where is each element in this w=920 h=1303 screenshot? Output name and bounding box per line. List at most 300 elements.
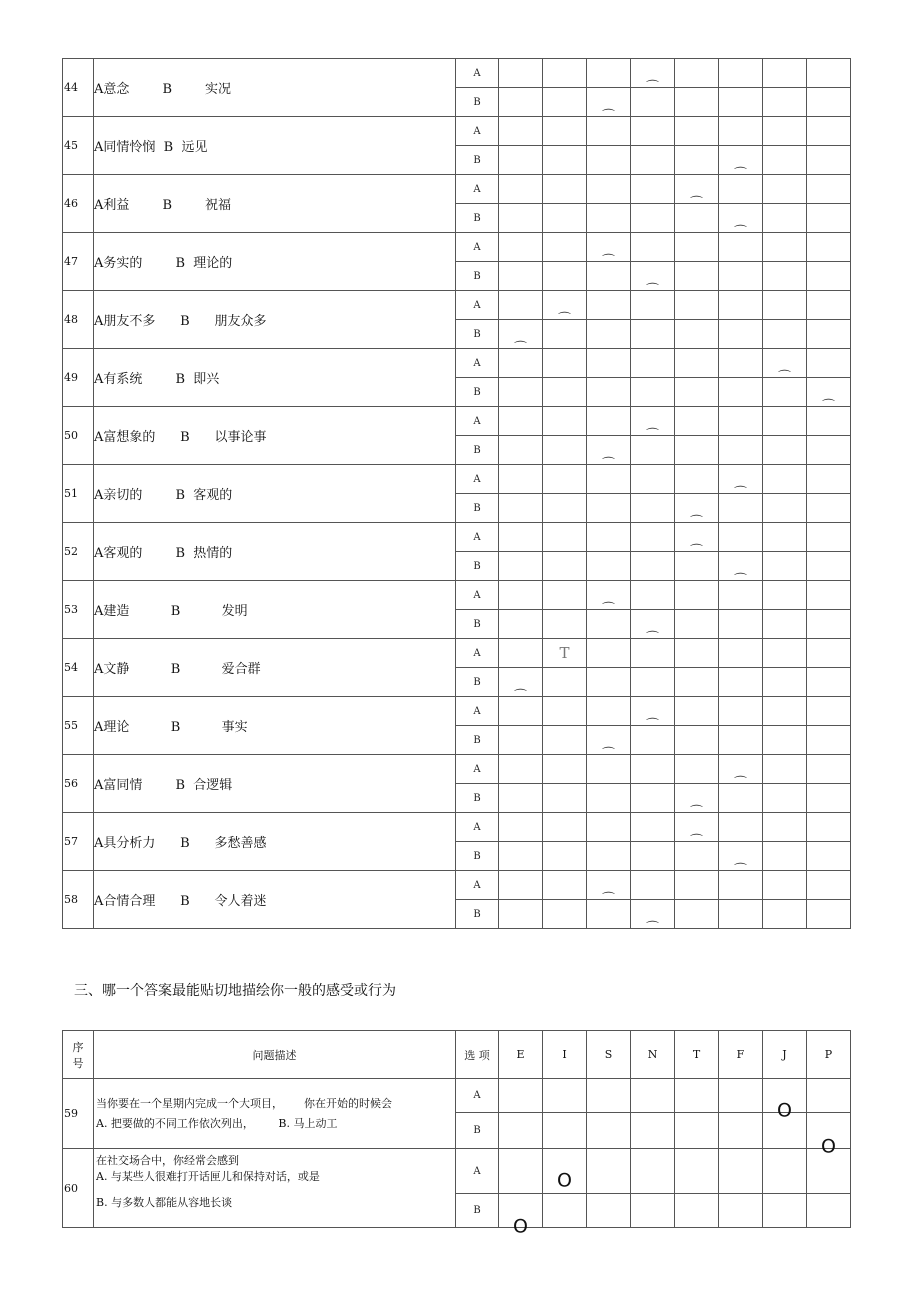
answer-cell-a[interactable]	[807, 59, 851, 88]
option-a-label: A	[456, 523, 499, 552]
answer-cell-a[interactable]	[807, 349, 851, 378]
answer-cell-p[interactable]	[807, 1113, 851, 1158]
answer-cell-b[interactable]	[763, 610, 807, 639]
answer-cell-b[interactable]	[499, 320, 543, 356]
answer-cell-b[interactable]	[631, 842, 675, 871]
answer-mark: ⌒	[601, 891, 616, 907]
answer-cell-b[interactable]	[763, 900, 807, 929]
answer-cell-b[interactable]	[675, 320, 719, 349]
answer-cell-b[interactable]	[675, 842, 719, 871]
answer-cell-b[interactable]	[675, 900, 719, 929]
answer-cell-b[interactable]	[807, 146, 851, 175]
answer-cell-a[interactable]	[499, 697, 543, 726]
answer-cell-b[interactable]	[587, 494, 631, 523]
answer-cell-b[interactable]	[499, 784, 543, 813]
option-b-label: B	[456, 494, 499, 523]
answer-cell-b[interactable]	[587, 436, 631, 472]
answer-cell-a[interactable]	[807, 233, 851, 262]
answer-cell-b[interactable]	[719, 668, 763, 697]
option-a-label: A	[456, 697, 499, 726]
question-text: A朋友不多 B 朋友众多	[94, 291, 456, 349]
answer-cell-a[interactable]	[587, 697, 631, 726]
answer-cell-a[interactable]	[587, 755, 631, 784]
answer-cell-b[interactable]	[807, 900, 851, 929]
answer-cell-a[interactable]	[763, 697, 807, 726]
answer-cell-a[interactable]	[807, 175, 851, 204]
answer-cell-b[interactable]	[543, 436, 587, 465]
option-b-label: B	[456, 668, 499, 697]
answer-cell-b[interactable]	[587, 784, 631, 813]
answer-cell-a[interactable]	[543, 59, 587, 88]
answer-cell-a[interactable]	[499, 639, 543, 668]
answer-cell-a[interactable]	[763, 755, 807, 784]
answer-cell-b[interactable]	[675, 726, 719, 755]
answer-cell-a[interactable]	[587, 59, 631, 88]
answer-cell-a[interactable]	[587, 233, 631, 269]
answer-cell-b[interactable]	[499, 378, 543, 407]
answer-cell-b[interactable]	[719, 842, 763, 878]
answer-cell-b[interactable]	[543, 494, 587, 523]
question-number: 57	[63, 813, 94, 871]
answer-cell-a[interactable]	[499, 291, 543, 320]
answer-mark: O	[557, 1169, 572, 1192]
answer-cell-b[interactable]	[763, 378, 807, 407]
answer-cell-a[interactable]	[587, 639, 631, 668]
answer-cell-b[interactable]	[631, 552, 675, 581]
answer-cell-a[interactable]	[675, 581, 719, 610]
answer-cell-b[interactable]	[719, 900, 763, 929]
option-a-label: A	[456, 465, 499, 494]
answer-cell-b[interactable]	[763, 262, 807, 291]
answer-cell-b[interactable]	[543, 900, 587, 929]
answer-cell-a[interactable]	[631, 697, 675, 733]
answer-cell-b[interactable]	[631, 204, 675, 233]
answer-cell-a[interactable]	[675, 407, 719, 436]
answer-cell-e[interactable]	[499, 1194, 543, 1238]
question-number: 48	[63, 291, 94, 349]
answer-cell-b[interactable]	[499, 842, 543, 871]
answer-cell-b[interactable]	[587, 146, 631, 175]
answer-cell-b[interactable]	[631, 436, 675, 465]
option-b-label: B	[456, 842, 499, 871]
answer-cell-a[interactable]	[763, 407, 807, 436]
answer-cell-a[interactable]	[587, 117, 631, 146]
answer-cell-b[interactable]	[719, 146, 763, 182]
question-text: A利益 B 祝福	[94, 175, 456, 233]
answer-cell-b[interactable]	[543, 88, 587, 117]
answer-cell-a[interactable]	[807, 639, 851, 668]
answer-cell-a[interactable]	[499, 117, 543, 146]
question-line: B. 与多数人都能从容地长谈	[96, 1196, 233, 1209]
answer-cell-b[interactable]	[675, 784, 719, 820]
answer-cell-b[interactable]	[763, 88, 807, 117]
answer-cell-b[interactable]	[543, 378, 587, 407]
answer-mark: O	[513, 1215, 528, 1238]
answer-cell-a[interactable]	[631, 813, 675, 842]
question-number: 55	[63, 697, 94, 755]
answer-cell-b[interactable]	[719, 88, 763, 117]
answer-cell-b[interactable]	[719, 552, 763, 588]
option-a-label: A	[456, 349, 499, 378]
answer-cell-a[interactable]	[807, 117, 851, 146]
answer-cell-a[interactable]	[499, 349, 543, 378]
answer-cell-a[interactable]	[631, 755, 675, 784]
answer-cell-a[interactable]	[675, 697, 719, 726]
option-b-label: B	[456, 726, 499, 755]
answer-cell-b[interactable]	[719, 494, 763, 523]
answer-cell-a[interactable]	[631, 349, 675, 378]
answer-mark: O	[821, 1135, 836, 1158]
answer-cell-a[interactable]	[499, 871, 543, 900]
answer-cell-b[interactable]	[719, 436, 763, 465]
answer-cell-b[interactable]	[631, 900, 675, 936]
answer-cell-a[interactable]	[631, 291, 675, 320]
answer-cell-a[interactable]	[763, 639, 807, 668]
answer-cell-b[interactable]	[763, 842, 807, 871]
answer-cell-b[interactable]	[631, 320, 675, 349]
answer-cell-a[interactable]	[543, 465, 587, 494]
answer-cell-b[interactable]	[719, 204, 763, 240]
answer-cell-b[interactable]	[543, 784, 587, 813]
option-b-label: B	[456, 146, 499, 175]
answer-cell-a[interactable]	[763, 523, 807, 552]
answer-cell-b[interactable]	[763, 146, 807, 175]
answer-cell-b[interactable]	[763, 784, 807, 813]
answer-cell-a[interactable]	[763, 465, 807, 494]
answer-cell-b[interactable]	[587, 668, 631, 697]
answer-cell-b[interactable]	[807, 610, 851, 639]
answer-cell-a[interactable]	[763, 871, 807, 900]
answer-cell-b[interactable]	[675, 610, 719, 639]
answer-cell-b[interactable]	[675, 204, 719, 233]
answer-cell-a[interactable]	[675, 755, 719, 784]
answer-cell-a[interactable]	[543, 407, 587, 436]
answer-cell-a[interactable]	[587, 581, 631, 617]
answer-cell-b[interactable]	[631, 726, 675, 755]
answer-cell-a[interactable]	[807, 523, 851, 552]
answer-cell-b[interactable]	[631, 494, 675, 523]
answer-cell-a[interactable]	[499, 59, 543, 88]
answer-mark: ⌒	[733, 224, 748, 240]
answer-cell-a[interactable]	[763, 291, 807, 320]
answer-cell-a[interactable]	[719, 233, 763, 262]
answer-cell-a[interactable]	[719, 117, 763, 146]
answer-cell-a[interactable]	[675, 175, 719, 211]
answer-cell-a[interactable]	[763, 175, 807, 204]
answer-cell-b[interactable]	[675, 378, 719, 407]
answer-cell-a[interactable]	[719, 465, 763, 501]
answer-cell-a[interactable]	[719, 175, 763, 204]
answer-cell-a[interactable]	[543, 349, 587, 378]
answer-cell-b[interactable]	[807, 262, 851, 291]
answer-cell-a[interactable]	[675, 523, 719, 559]
answer-cell-a[interactable]	[499, 813, 543, 842]
answer-cell-b[interactable]	[719, 784, 763, 813]
answer-cell-b[interactable]	[499, 262, 543, 291]
answer-cell-a[interactable]	[807, 581, 851, 610]
question-text: A同情怜悯 B 远见	[94, 117, 456, 175]
answer-cell-a[interactable]	[719, 639, 763, 668]
answer-cell-a[interactable]	[631, 639, 675, 668]
answer-cell-a[interactable]	[675, 291, 719, 320]
answer-cell-b[interactable]	[543, 552, 587, 581]
table-row	[63, 59, 851, 88]
answer-cell-b[interactable]	[675, 494, 719, 530]
answer-cell-a[interactable]	[499, 755, 543, 784]
answer-cell-a[interactable]	[631, 117, 675, 146]
answer-cell-b[interactable]	[499, 552, 543, 581]
answer-mark: ⌒	[689, 804, 704, 820]
answer-cell-b[interactable]	[807, 436, 851, 465]
answer-cell-a[interactable]	[675, 59, 719, 88]
answer-cell-b[interactable]	[631, 378, 675, 407]
answer-cell-a[interactable]	[587, 813, 631, 842]
option-b-label: B	[456, 204, 499, 233]
answer-cell-a[interactable]	[543, 871, 587, 900]
answer-cell-b[interactable]	[499, 900, 543, 929]
answer-cell-a[interactable]	[543, 117, 587, 146]
answer-cell-b[interactable]	[543, 668, 587, 697]
answer-cell-a[interactable]	[499, 465, 543, 494]
answer-cell-a[interactable]	[587, 465, 631, 494]
answer-cell-b[interactable]	[499, 668, 543, 704]
answer-cell-a[interactable]	[719, 291, 763, 320]
answer-cell-a[interactable]	[631, 871, 675, 900]
answer-cell-a[interactable]	[763, 117, 807, 146]
answer-cell-a[interactable]	[719, 349, 763, 378]
answer-cell-b[interactable]	[499, 494, 543, 523]
answer-cell-b[interactable]	[499, 88, 543, 117]
answer-cell-b[interactable]	[719, 610, 763, 639]
question-text: A亲切的 B 客观的	[94, 465, 456, 523]
answer-cell-a[interactable]	[543, 697, 587, 726]
answer-cell-a[interactable]	[499, 523, 543, 552]
answer-cell-a[interactable]	[763, 813, 807, 842]
answer-cell-a[interactable]	[719, 523, 763, 552]
answer-cell-b[interactable]	[543, 842, 587, 871]
answer-cell-a[interactable]	[719, 697, 763, 726]
answer-cell-b[interactable]	[763, 726, 807, 755]
answer-cell-a[interactable]	[543, 523, 587, 552]
option-b-label: B	[456, 88, 499, 117]
answer-cell-a[interactable]	[631, 581, 675, 610]
answer-cell-b[interactable]	[675, 262, 719, 291]
answer-cell-a[interactable]	[675, 465, 719, 494]
answer-cell-a[interactable]	[807, 465, 851, 494]
table-row	[63, 581, 851, 610]
answer-cell-a[interactable]	[763, 59, 807, 88]
question-number: 54	[63, 639, 94, 697]
answer-cell-a[interactable]	[631, 59, 675, 95]
option-b-label: B	[456, 1194, 499, 1228]
question-line: 在社交场合中，你经常会感到	[96, 1154, 239, 1167]
answer-cell-b[interactable]	[763, 204, 807, 233]
answer-cell-b[interactable]	[807, 784, 851, 813]
answer-cell-b[interactable]	[631, 784, 675, 813]
answer-cell-b[interactable]	[587, 88, 631, 124]
answer-cell-b[interactable]	[499, 436, 543, 465]
answer-cell-a[interactable]	[631, 523, 675, 552]
answer-cell-b[interactable]	[587, 378, 631, 407]
answer-cell-b[interactable]	[807, 378, 851, 414]
question-text: A文静 B 爱合群	[94, 639, 456, 697]
table-header-row	[63, 1031, 851, 1079]
answer-cell-a[interactable]	[719, 871, 763, 900]
answer-cell-b[interactable]	[763, 668, 807, 697]
answer-mark: ⌒	[689, 543, 704, 559]
answer-cell-b[interactable]	[587, 262, 631, 291]
answer-cell-a[interactable]	[543, 175, 587, 204]
option-a-label: A	[456, 175, 499, 204]
answer-cell-b[interactable]	[631, 146, 675, 175]
question-text: A意念 B 实况	[94, 59, 456, 117]
answer-cell-b[interactable]	[675, 552, 719, 581]
answer-cell-a[interactable]	[631, 233, 675, 262]
table-row	[63, 1079, 851, 1113]
answer-cell-a[interactable]	[543, 813, 587, 842]
answer-cell-a[interactable]	[499, 407, 543, 436]
answer-cell-b[interactable]	[631, 262, 675, 298]
answer-cell-j[interactable]	[763, 1079, 807, 1122]
answer-cell-a[interactable]	[719, 813, 763, 842]
answer-cell-b[interactable]	[631, 610, 675, 646]
answer-cell-b[interactable]	[499, 204, 543, 233]
answer-cell-a[interactable]	[675, 349, 719, 378]
answer-cell-i[interactable]	[543, 1149, 587, 1194]
answer-cell-b[interactable]	[587, 320, 631, 349]
answer-cell-b[interactable]	[631, 668, 675, 697]
question-number: 51	[63, 465, 94, 523]
answer-cell-b[interactable]	[763, 494, 807, 523]
answer-cell-a[interactable]	[763, 581, 807, 610]
answer-cell-a[interactable]	[807, 871, 851, 900]
answer-cell-b[interactable]	[587, 900, 631, 929]
answer-cell-b[interactable]	[807, 552, 851, 581]
answer-cell-b[interactable]	[807, 494, 851, 523]
option-a-label: A	[456, 291, 499, 320]
answer-cell-b[interactable]	[719, 726, 763, 755]
answer-cell-a[interactable]	[675, 871, 719, 900]
question-text: A具分析力 B 多愁善感	[94, 813, 456, 871]
answer-cell-b[interactable]	[807, 726, 851, 755]
answer-cell-b[interactable]	[587, 204, 631, 233]
answer-cell-a[interactable]	[499, 175, 543, 204]
answer-cell-a[interactable]	[543, 639, 587, 668]
answer-cell-a[interactable]	[675, 639, 719, 668]
answer-cell-a[interactable]	[499, 233, 543, 262]
table-row	[63, 349, 851, 378]
answer-cell-a[interactable]	[587, 407, 631, 436]
answer-cell-a[interactable]	[719, 755, 763, 791]
answer-cell-a[interactable]	[719, 581, 763, 610]
answer-cell-a[interactable]	[543, 291, 587, 327]
answer-cell-a[interactable]	[675, 813, 719, 849]
answer-cell-b[interactable]	[807, 88, 851, 117]
answer-cell-b[interactable]	[587, 842, 631, 871]
header-col-e: E	[499, 1031, 543, 1079]
answer-cell-a[interactable]	[499, 581, 543, 610]
question-text	[94, 1079, 456, 1149]
answer-cell-b[interactable]	[543, 262, 587, 291]
answer-cell-b[interactable]	[719, 320, 763, 349]
answer-cell-b[interactable]	[543, 204, 587, 233]
answer-cell-b[interactable]	[807, 204, 851, 233]
answer-cell-a[interactable]	[587, 291, 631, 320]
answer-cell-a[interactable]	[719, 59, 763, 88]
answer-cell-a[interactable]	[587, 175, 631, 204]
answer-cell-b[interactable]	[807, 320, 851, 349]
answer-cell-b[interactable]	[499, 146, 543, 175]
option-a-label: A	[456, 581, 499, 610]
answer-cell-a[interactable]	[631, 407, 675, 443]
answer-cell-b[interactable]	[719, 262, 763, 291]
answer-cell-b[interactable]	[587, 610, 631, 639]
answer-cell-b[interactable]	[543, 320, 587, 349]
question-text: A客观的 B 热情的	[94, 523, 456, 581]
option-b-label: B	[456, 900, 499, 929]
answer-mark: ⌒	[689, 833, 704, 849]
answer-cell-a[interactable]	[675, 233, 719, 262]
answer-cell-b[interactable]	[719, 378, 763, 407]
answer-cell-b[interactable]	[631, 88, 675, 117]
answer-cell-a[interactable]	[719, 407, 763, 436]
option-b-label: B	[456, 552, 499, 581]
header-col-j: J	[763, 1031, 807, 1079]
answer-cell-b[interactable]	[675, 88, 719, 117]
answer-cell-a[interactable]	[631, 465, 675, 494]
answer-cell-a[interactable]	[807, 755, 851, 784]
answer-cell-a[interactable]	[807, 813, 851, 842]
answer-mark: ⌒	[601, 456, 616, 472]
answer-cell-b[interactable]	[499, 610, 543, 639]
answer-cell-a[interactable]	[543, 233, 587, 262]
question-line: 当你要在一个星期内完成一个大项目， 你在开始的时候会	[96, 1096, 392, 1110]
answer-cell-b[interactable]	[807, 842, 851, 871]
answer-cell-b[interactable]	[543, 610, 587, 639]
answer-cell-b[interactable]	[675, 146, 719, 175]
answer-cell-a[interactable]	[587, 349, 631, 378]
option-a-label: A	[456, 813, 499, 842]
table-row	[63, 697, 851, 726]
answer-cell-b[interactable]	[675, 436, 719, 465]
answer-cell-a[interactable]	[807, 291, 851, 320]
answer-cell-a[interactable]	[763, 349, 807, 385]
answer-cell-a[interactable]	[543, 755, 587, 784]
answer-cell-b[interactable]	[543, 726, 587, 755]
answer-cell-a[interactable]	[807, 697, 851, 726]
answer-cell-b[interactable]	[587, 552, 631, 581]
answer-cell-a[interactable]	[587, 523, 631, 552]
answer-cell-b[interactable]	[807, 668, 851, 697]
table-row	[63, 117, 851, 146]
answer-mark: O	[777, 1099, 792, 1122]
answer-cell-a[interactable]	[763, 233, 807, 262]
answer-cell-b[interactable]	[763, 552, 807, 581]
answer-cell-b[interactable]	[543, 146, 587, 175]
answer-cell-a[interactable]	[587, 871, 631, 907]
answer-cell-b[interactable]	[587, 726, 631, 762]
answer-cell-b[interactable]	[675, 668, 719, 697]
question-number: 46	[63, 175, 94, 233]
answer-cell-a[interactable]	[543, 581, 587, 610]
answer-cell-b[interactable]	[763, 320, 807, 349]
answer-cell-a[interactable]	[675, 117, 719, 146]
answer-cell-b[interactable]	[499, 726, 543, 755]
answer-cell-a[interactable]	[631, 175, 675, 204]
answer-cell-b[interactable]	[763, 436, 807, 465]
table-row	[63, 813, 851, 842]
answer-cell-a[interactable]	[807, 407, 851, 436]
